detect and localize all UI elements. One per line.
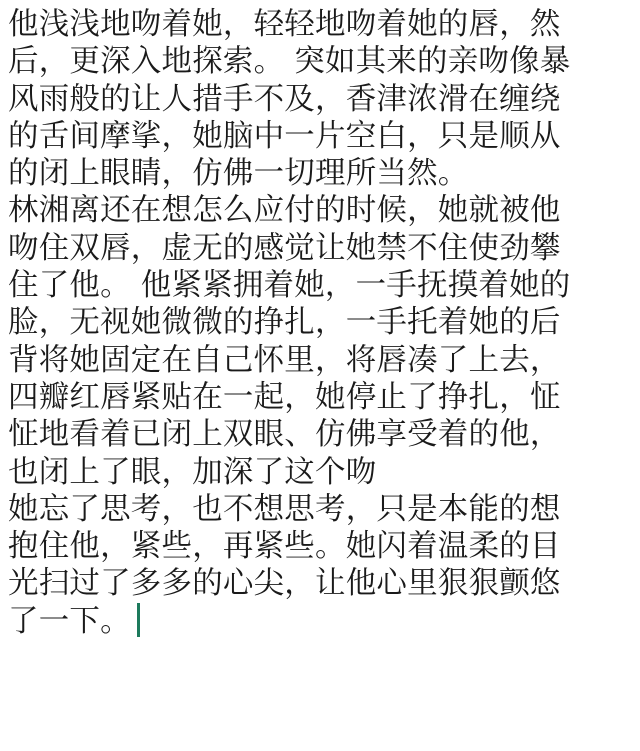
text-line-11: 四瓣红唇紧贴在一起，她停止了挣扎，怔 xyxy=(8,379,561,415)
text-line-2: 后，更深入地探索。 突如其来的亲吻像暴 xyxy=(8,44,571,80)
text-line-17-content: 了一下。 xyxy=(8,603,131,639)
text-line-7: 吻住双唇，虚无的感觉让她禁不住使劲攀 xyxy=(8,230,561,266)
text-line-6: 林湘离还在想怎么应付的时候，她就被他 xyxy=(8,193,561,229)
text-line-13: 也闭上了眼，加深了这个吻 xyxy=(8,454,377,490)
text-line-15: 抱住他，紧些，再紧些。她闪着温柔的目 xyxy=(8,529,561,565)
text-line-10: 背将她固定在自己怀里，将唇凑了上去， xyxy=(8,342,561,378)
text-line-3: 风雨般的让人措手不及，香津浓滑在缠绕 xyxy=(8,81,561,117)
text-line-17 xyxy=(8,603,630,640)
text-line-14: 她忘了思考，也不想思考，只是本能的想 xyxy=(8,491,561,527)
text-line-5: 的闭上眼睛，仿佛一切理所当然。 xyxy=(8,156,469,192)
text-line-8: 住了他。 他紧紧拥着她，一手抚摸着她的 xyxy=(8,268,571,304)
text-line-1: 他浅浅地吻着她，轻轻地吻着她的唇，然 xyxy=(8,7,561,42)
text-line-9: 脸，无视她微微的挣扎，一手托着她的后 xyxy=(8,305,561,341)
text-block xyxy=(8,6,630,640)
text-line-12: 怔地看着已闭上双眼、仿佛享受着的他， xyxy=(8,417,561,453)
text-cursor xyxy=(137,603,140,637)
text-line-4: 的舌间摩挲，她脑中一片空白，只是顺从 xyxy=(8,118,561,154)
text-line-16: 光扫过了多多的心尖，让他心里狠狠颤悠 xyxy=(8,566,561,602)
